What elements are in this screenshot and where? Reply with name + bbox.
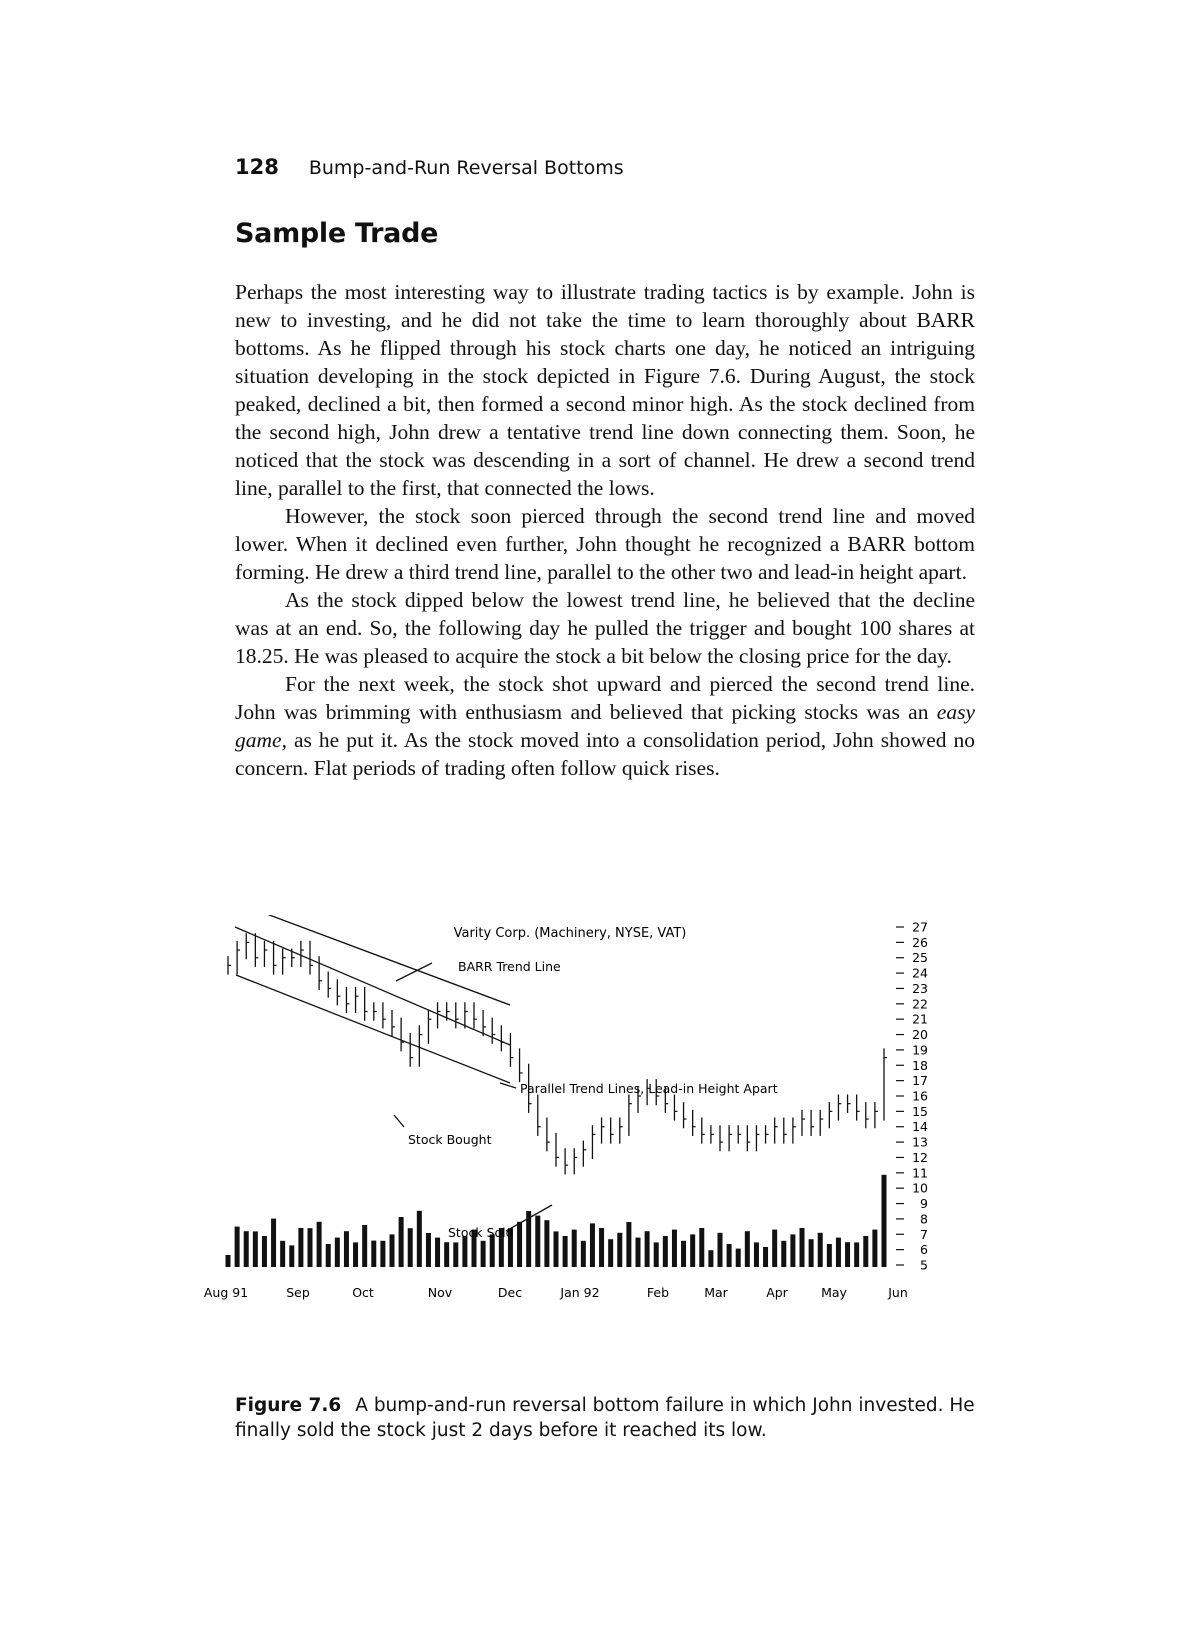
y-tick-label: 21 xyxy=(912,1011,928,1027)
volume-bar xyxy=(645,1231,650,1267)
y-tick xyxy=(896,1042,928,1057)
volume-bar xyxy=(308,1228,313,1267)
volume-bar xyxy=(435,1238,440,1267)
volume-bar xyxy=(827,1244,832,1267)
price-bar xyxy=(738,1125,741,1143)
figure-7-6-chart xyxy=(200,915,1000,1380)
y-tick-label: 22 xyxy=(912,996,928,1012)
volume-bar xyxy=(599,1228,604,1267)
paragraph-1: Perhaps the most interesting way to illustrate trading tactics is by example. John is new to investing, and he did not take the time to learn thoroughly about BARR bottoms. As he flipped through his stock charts one day, he noticed an intriguing situation developing in the stock depicted in Figure 7.6. During August, the stock peaked, declined a bit, then formed a second minor high. As the stock declined from the second high, John drew a tentative trend line down connecting them. Soon, he noticed that the stock was descending in a sort of channel. He drew a second trend line, parallel to the first, that connected the lows. xyxy=(235,280,975,500)
y-tick xyxy=(896,950,928,965)
price-bar xyxy=(501,1025,504,1051)
price-bar xyxy=(884,1048,887,1120)
volume-bar xyxy=(790,1234,795,1267)
price-bar xyxy=(510,1033,513,1067)
running-header xyxy=(235,155,624,179)
x-tick-label: May xyxy=(821,1285,847,1300)
price-bar xyxy=(228,956,231,974)
running-title: Bump-and-Run Reversal Bottoms xyxy=(308,157,624,179)
y-tick-label: 10 xyxy=(912,1180,928,1196)
price-bar xyxy=(538,1094,541,1135)
price-bar xyxy=(620,1118,623,1144)
leader-bought xyxy=(394,1115,404,1127)
paragraph-4 xyxy=(235,670,975,782)
y-tick-label: 9 xyxy=(920,1196,928,1212)
volume-bar xyxy=(544,1220,549,1267)
y-tick xyxy=(896,935,928,950)
price-bar xyxy=(410,1033,413,1067)
paragraph-4-start: For the next week, the stock shot upward and pierced the second trend line. John was brimming with enthusiasm and believed that picking stocks was an xyxy=(235,672,975,724)
y-tick xyxy=(896,1027,928,1042)
volume-bar xyxy=(362,1225,367,1267)
price-bar xyxy=(392,1010,395,1036)
y-tick-label: 19 xyxy=(912,1042,928,1058)
volume-bar xyxy=(763,1247,768,1267)
volume-bar xyxy=(462,1236,467,1267)
volume-bar xyxy=(417,1211,422,1267)
y-tick xyxy=(896,966,928,981)
volume-bar xyxy=(399,1217,404,1267)
x-axis-ticks xyxy=(204,1285,908,1300)
parallel-trend-line-3 xyxy=(236,975,510,1083)
price-bar xyxy=(565,1148,568,1174)
volume-bar xyxy=(244,1231,249,1267)
price-bar xyxy=(811,1110,814,1136)
paragraph-2: However, the stock soon pierced through the second trend line and moved lower. When it declined even further, John thought he recognized a BARR bottom forming. He drew a third trend line, parallel to the other two and lead-in height apart. xyxy=(235,504,975,584)
page-number: 128 xyxy=(235,155,279,179)
x-tick-label: Aug 91 xyxy=(203,1285,249,1300)
volume-bar xyxy=(380,1241,385,1267)
volume-bar xyxy=(872,1230,877,1267)
price-bar xyxy=(264,941,267,967)
y-tick-label: 15 xyxy=(912,1103,928,1119)
price-bar xyxy=(756,1125,759,1151)
price-bar xyxy=(492,1018,495,1044)
y-tick xyxy=(896,1196,928,1211)
y-tick xyxy=(896,1058,928,1073)
y-tick-label: 24 xyxy=(912,965,928,981)
price-bar xyxy=(483,1010,486,1036)
y-tick-label: 20 xyxy=(912,1027,928,1043)
price-bar xyxy=(775,1118,778,1144)
volume-bar xyxy=(845,1242,850,1267)
price-bar xyxy=(237,941,240,975)
y-tick-label: 7 xyxy=(920,1226,928,1242)
y-axis-ticks xyxy=(896,920,928,1273)
figure-caption xyxy=(235,1393,980,1443)
volume-bar xyxy=(563,1236,568,1267)
volume-bar xyxy=(718,1233,723,1267)
volume-bar xyxy=(681,1241,686,1267)
x-tick-label: Apr xyxy=(766,1285,788,1300)
volume-bar xyxy=(226,1255,231,1267)
volume-bar xyxy=(781,1241,786,1267)
y-tick-label: 8 xyxy=(920,1211,928,1227)
volume-bar xyxy=(654,1242,659,1267)
volume-bar xyxy=(708,1250,713,1267)
price-bar xyxy=(711,1125,714,1143)
annotation-stock-bought: Stock Bought xyxy=(408,1132,492,1147)
parallel-trend-line-2 xyxy=(235,927,510,1045)
y-tick xyxy=(896,1089,928,1104)
volume-bar xyxy=(745,1231,750,1267)
price-bar xyxy=(310,941,313,975)
y-tick-label: 14 xyxy=(912,1119,928,1135)
volume-bar xyxy=(554,1231,559,1267)
price-bar xyxy=(274,941,277,975)
volume-bar xyxy=(371,1241,376,1267)
price-bar xyxy=(246,933,249,959)
paragraph-4-emphasis: easy game xyxy=(235,700,975,752)
volume-bar xyxy=(353,1242,358,1267)
x-tick-label: Nov xyxy=(427,1285,453,1300)
volume-bar xyxy=(390,1234,395,1267)
y-tick xyxy=(896,1181,928,1196)
price-bar xyxy=(848,1094,851,1112)
volume-bar xyxy=(581,1241,586,1267)
y-tick-label: 11 xyxy=(912,1165,928,1181)
body-text xyxy=(235,278,975,782)
volume-bar xyxy=(517,1222,522,1267)
volume-bar xyxy=(636,1238,641,1267)
annotation-barr-trend-line: BARR Trend Line xyxy=(458,959,561,974)
price-bar xyxy=(693,1110,696,1136)
volume-bar xyxy=(235,1227,240,1267)
price-bar xyxy=(857,1094,860,1120)
y-tick xyxy=(896,920,928,935)
volume-bars xyxy=(226,1175,887,1267)
volume-bar xyxy=(335,1238,340,1267)
price-bar xyxy=(283,949,286,975)
price-bar xyxy=(465,1002,468,1028)
price-bar xyxy=(301,941,304,967)
y-tick xyxy=(896,1073,928,1088)
price-bar xyxy=(255,933,258,967)
volume-bar xyxy=(882,1175,887,1267)
y-tick-label: 17 xyxy=(912,1073,928,1089)
price-bar xyxy=(702,1118,705,1144)
price-bar xyxy=(729,1125,732,1151)
y-tick xyxy=(896,1012,928,1027)
volume-bar xyxy=(280,1241,285,1267)
leader-barr xyxy=(396,963,432,981)
volume-bar xyxy=(453,1242,458,1267)
volume-bar xyxy=(572,1230,577,1267)
price-bar xyxy=(401,1018,404,1052)
y-tick xyxy=(896,1211,928,1226)
volume-bar xyxy=(481,1241,486,1267)
annotation-parallel-trend-lines: Parallel Trend Lines, Lead-in Height Apart xyxy=(520,1081,778,1096)
price-bar xyxy=(474,1002,477,1028)
volume-bar xyxy=(626,1222,631,1267)
x-tick-label: Oct xyxy=(352,1285,374,1300)
y-tick-label: 23 xyxy=(912,980,928,996)
y-tick xyxy=(896,1104,928,1119)
y-tick xyxy=(896,1258,928,1273)
section-title: Sample Trade xyxy=(235,218,439,249)
price-bar xyxy=(629,1094,632,1135)
caption-text: A bump-and-run reversal bottom failure in which John invested. He finally sold the stock just 2 days before it reached its low. xyxy=(235,1395,975,1441)
volume-bar xyxy=(772,1230,777,1267)
price-bar xyxy=(520,1048,523,1082)
price-bar xyxy=(838,1094,841,1120)
volume-bar xyxy=(818,1233,823,1267)
volume-bar xyxy=(608,1239,613,1267)
volume-bar xyxy=(800,1228,805,1267)
y-tick-label: 13 xyxy=(912,1134,928,1150)
volume-bar xyxy=(809,1239,814,1267)
price-bar xyxy=(793,1118,796,1144)
y-tick xyxy=(896,1135,928,1150)
price-bar xyxy=(356,987,359,1013)
price-bar xyxy=(556,1133,559,1167)
y-tick-label: 26 xyxy=(912,934,928,950)
chart-annotations xyxy=(408,959,778,1240)
y-tick-label: 12 xyxy=(912,1149,928,1165)
volume-bar xyxy=(298,1228,303,1267)
price-bar xyxy=(866,1102,869,1128)
annotation-stock-sold: Stock Sold xyxy=(448,1225,514,1240)
y-tick xyxy=(896,996,928,1011)
stock-chart-svg xyxy=(200,915,1000,1380)
price-bar xyxy=(583,1141,586,1167)
volume-bar xyxy=(854,1242,859,1267)
price-bar xyxy=(602,1118,605,1144)
y-tick xyxy=(896,1165,928,1180)
price-bar xyxy=(820,1110,823,1136)
paragraph-4-end: , as he put it. As the stock moved into a consolidation period, John showed no concern. Flat periods of trading often follow quick rises. xyxy=(235,728,975,780)
price-bar xyxy=(684,1102,687,1128)
volume-bar xyxy=(344,1231,349,1267)
y-tick-label: 6 xyxy=(920,1242,928,1258)
price-bar xyxy=(592,1125,595,1159)
y-tick xyxy=(896,981,928,996)
price-bar xyxy=(829,1102,832,1128)
price-bar xyxy=(747,1125,750,1151)
volume-bar xyxy=(727,1244,732,1267)
price-bar xyxy=(428,1010,431,1044)
x-tick-label: Dec xyxy=(497,1285,523,1300)
y-tick-label: 25 xyxy=(912,950,928,966)
volume-bar xyxy=(836,1238,841,1267)
price-bar xyxy=(611,1118,614,1144)
volume-bar xyxy=(617,1233,622,1267)
y-tick-label: 16 xyxy=(912,1088,928,1104)
volume-bar xyxy=(672,1230,677,1267)
y-tick xyxy=(896,1242,928,1257)
volume-bar xyxy=(262,1236,267,1267)
price-bar xyxy=(319,956,322,990)
y-tick-label: 5 xyxy=(920,1257,928,1273)
x-tick-label: Feb xyxy=(646,1285,670,1300)
volume-bar xyxy=(253,1231,258,1267)
volume-bar xyxy=(699,1228,704,1267)
volume-bar xyxy=(317,1222,322,1267)
volume-bar xyxy=(444,1242,449,1267)
price-bar xyxy=(456,1002,459,1028)
price-bar xyxy=(875,1102,878,1128)
x-tick-label: Jan 92 xyxy=(560,1285,600,1300)
price-bar xyxy=(574,1148,577,1174)
price-bar xyxy=(802,1110,805,1136)
y-tick-label: 18 xyxy=(912,1057,928,1073)
price-bar xyxy=(766,1125,769,1143)
price-bar xyxy=(419,1025,422,1066)
volume-bar xyxy=(754,1242,759,1267)
price-bar xyxy=(328,972,331,998)
volume-bar xyxy=(590,1223,595,1267)
price-bar xyxy=(337,979,340,1005)
volume-bar xyxy=(736,1249,741,1267)
price-bar xyxy=(674,1094,677,1120)
x-tick-label: Mar xyxy=(704,1285,728,1300)
price-bar xyxy=(784,1118,787,1144)
chart-title: Varity Corp. (Machinery, NYSE, VAT) xyxy=(453,926,687,941)
volume-bar xyxy=(863,1236,868,1267)
price-bar xyxy=(365,987,368,1021)
y-tick-label: 27 xyxy=(912,919,928,935)
price-bar xyxy=(547,1118,550,1152)
volume-bar xyxy=(535,1216,540,1267)
price-bar xyxy=(374,1002,377,1020)
price-bar xyxy=(720,1125,723,1151)
caption-label: Figure 7.6 xyxy=(235,1395,342,1416)
y-tick xyxy=(896,1227,928,1242)
volume-bar xyxy=(663,1236,668,1267)
price-bar xyxy=(383,1002,386,1028)
leader-parallel xyxy=(500,1083,516,1088)
price-bar xyxy=(346,987,349,1013)
volume-bar xyxy=(426,1233,431,1267)
volume-bar xyxy=(326,1244,331,1267)
volume-bar xyxy=(271,1219,276,1267)
volume-bar xyxy=(690,1234,695,1267)
paragraph-3: As the stock dipped below the lowest trend line, he believed that the decline was at an end. So, the following day he pulled the trigger and bought 100 shares at 18.25. He was pleased to acquire the stock a bit below the closing price for the day. xyxy=(235,588,975,668)
x-tick-label: Sep xyxy=(286,1285,310,1300)
volume-bar xyxy=(289,1245,294,1267)
volume-bar xyxy=(408,1228,413,1267)
x-tick-label: Jun xyxy=(888,1285,908,1300)
y-tick xyxy=(896,1150,928,1165)
y-tick xyxy=(896,1119,928,1134)
